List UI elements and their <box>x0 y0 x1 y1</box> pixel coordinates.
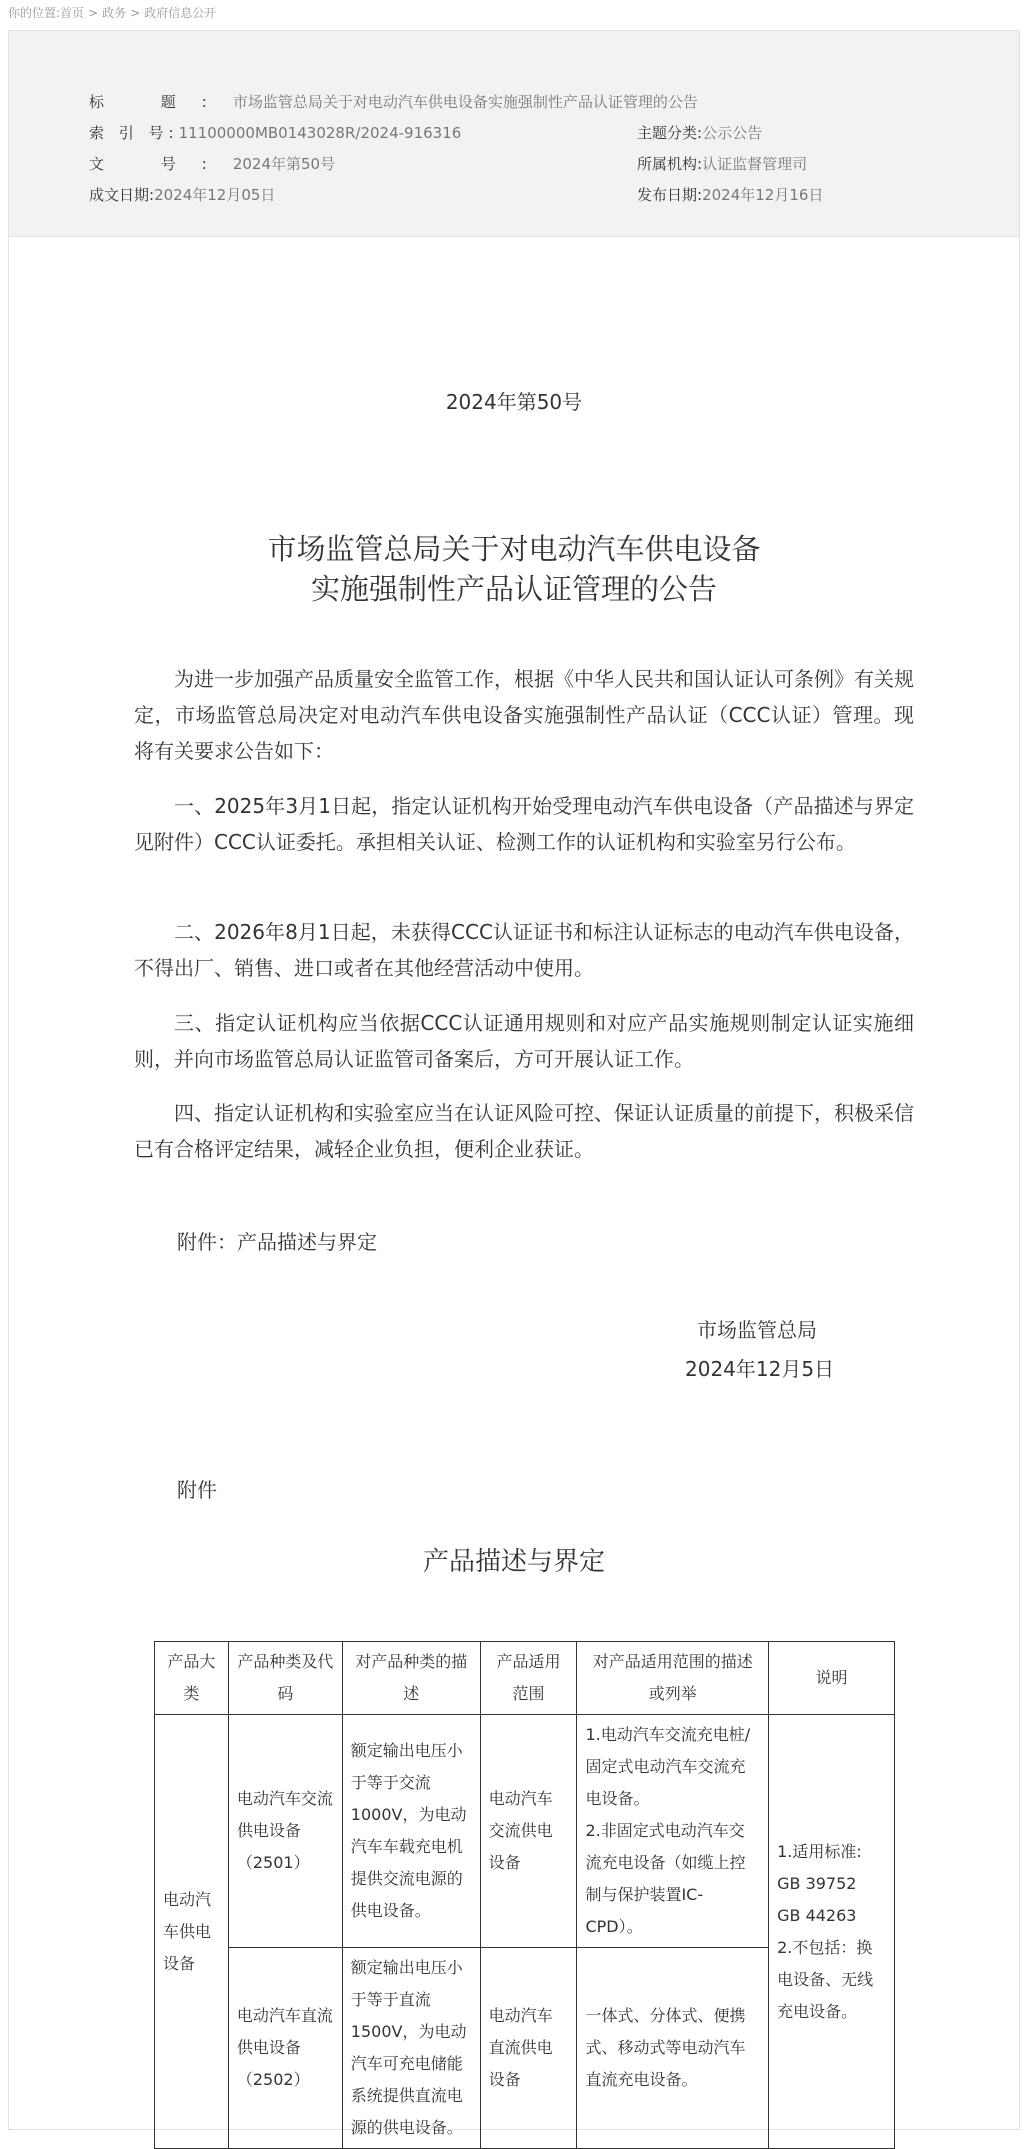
note-line: 2.不包括：换电设备、无线充电设备。 <box>777 1937 874 2021</box>
table-header: 对产品适用范围的描述或列举 <box>577 1642 769 1715</box>
meta-org-label: 所属机构: <box>637 155 703 173</box>
document-title-line-2: 实施强制性产品认证管理的公告 <box>310 572 717 606</box>
note-line: 1.适用标准: <box>777 1841 862 1861</box>
breadcrumb-home[interactable]: 首页 <box>60 6 85 20</box>
body-paragraph-3: 三、指定认证机构应当依据CCC认证通用规则和对应产品实施规则制定认证实施细则，并向市场监管总局认证监管司备案后，方可开展认证工作。 <box>134 1011 914 1071</box>
meta-index-value: 11100000MB0143028R/2024-916316 <box>178 124 462 142</box>
scope-desc-item: 2.非固定式电动汽车交流充电设备（如缆上控制与保护装置IC-CPD）。 <box>585 1821 746 1936</box>
meta-docno-value: 2024年第50号 <box>232 155 336 173</box>
meta-title-value: 市场监管总局关于对电动汽车供电设备实施强制性产品认证管理的公告 <box>232 93 698 111</box>
document-metadata <box>9 31 1019 237</box>
table-header: 产品适用范围 <box>480 1642 577 1715</box>
attachment-reference: 附件：产品描述与界定 <box>177 1230 377 1254</box>
meta-pub-row <box>637 185 823 205</box>
table-cell-category: 电动汽车供电设备 <box>155 1715 229 2149</box>
note-line: GB 44263 <box>777 1905 857 1925</box>
meta-index-label: 索 引 号: <box>89 124 179 142</box>
table-cell-scope-desc: 一体式、分体式、便携式、移动式等电动汽车直流充电设备。 <box>577 1948 769 2149</box>
table-header: 产品大类 <box>155 1642 229 1715</box>
scope-desc-item: 1.电动汽车交流充电桩/固定式电动汽车交流充电设备。 <box>585 1725 751 1808</box>
breadcrumb-separator: > <box>130 6 141 20</box>
meta-org-value: 认证监督管理司 <box>702 155 808 173</box>
breadcrumb-affairs[interactable]: 政务 <box>102 6 127 20</box>
sign-date: 2024年12月5日 <box>685 1357 835 1381</box>
meta-date-value: 2024年12月05日 <box>154 186 276 204</box>
meta-docno-row <box>89 154 335 174</box>
table-header-row <box>155 1642 895 1715</box>
document-title-line-1: 市场监管总局关于对电动汽车供电设备 <box>267 532 761 566</box>
attachment-title: 产品描述与界定 <box>422 1547 605 1577</box>
document-container <box>8 30 1020 2137</box>
table-cell-scope-desc <box>577 1715 769 1948</box>
meta-date-label: 成文日期: <box>89 186 155 204</box>
document-title <box>9 529 1019 609</box>
table-header: 产品种类及代码 <box>228 1642 342 1715</box>
meta-pub-value: 2024年12月16日 <box>702 186 824 204</box>
table-cell-scope: 电动汽车直流供电设备 <box>480 1948 577 2149</box>
table-cell-note <box>769 1715 895 2149</box>
meta-topic-value: 公示公告 <box>702 124 763 142</box>
meta-docno-label: 文 号: <box>89 155 233 173</box>
breadcrumb <box>8 4 216 21</box>
note-line: GB 39752 <box>777 1873 857 1893</box>
meta-date-row <box>89 185 275 205</box>
breadcrumb-prefix: 你的位置: <box>8 6 61 20</box>
table-cell-scope: 电动汽车交流供电设备 <box>480 1715 577 1948</box>
table-cell-desc: 额定输出电压小于等于直流1500V，为电动汽车可充电储能系统提供直流电源的供电设备。 <box>342 1948 480 2149</box>
signer: 市场监管总局 <box>697 1318 817 1342</box>
meta-title-label: 标 题: <box>89 93 233 111</box>
body-paragraph-1: 一、2025年3月1日起，指定认证机构开始受理电动汽车供电设备（产品描述与界定见附件）CCC认证委托。承担相关认证、检测工作的认证机构和实验室另行公布。 <box>134 794 914 854</box>
product-table <box>154 1641 895 2149</box>
document-number: 2024年第50号 <box>445 390 583 414</box>
table-cell-desc: 额定输出电压小于等于交流1000V，为电动汽车车载充电机提供交流电源的供电设备。 <box>342 1715 480 1948</box>
meta-topic-label: 主题分类: <box>637 124 703 142</box>
meta-org-row <box>637 154 807 174</box>
breadcrumb-separator: > <box>88 6 99 20</box>
table-header: 对产品种类的描述 <box>342 1642 480 1715</box>
meta-pub-label: 发布日期: <box>637 186 703 204</box>
meta-topic-row <box>637 123 762 143</box>
table-cell-kind: 电动汽车直流供电设备（2502） <box>228 1948 342 2149</box>
attachment-heading: 附件 <box>177 1478 217 1502</box>
breadcrumb-gov-info[interactable]: 政府信息公开 <box>144 6 217 20</box>
body-paragraph-4: 四、指定认证机构和实验室应当在认证风险可控、保证认证质量的前提下，积极采信已有合格评定结果，减轻企业负担，便利企业获证。 <box>134 1101 914 1161</box>
table-row <box>155 1715 895 1948</box>
table-header: 说明 <box>769 1642 895 1715</box>
meta-index-row <box>89 123 461 143</box>
body-paragraph-2: 二、2026年8月1日起，未获得CCC认证证书和标注认证标志的电动汽车供电设备，不得出厂、销售、进口或者在其他经营活动中使用。 <box>134 920 914 980</box>
table-cell-kind: 电动汽车交流供电设备（2501） <box>228 1715 342 1948</box>
meta-title-row <box>89 92 698 112</box>
body-paragraph-intro: 为进一步加强产品质量安全监管工作，根据《中华人民共和国认证认可条例》有关规定，市场监管总局决定对电动汽车供电设备实施强制性产品认证（CCC认证）管理。现将有关要求公告如下： <box>134 667 914 763</box>
